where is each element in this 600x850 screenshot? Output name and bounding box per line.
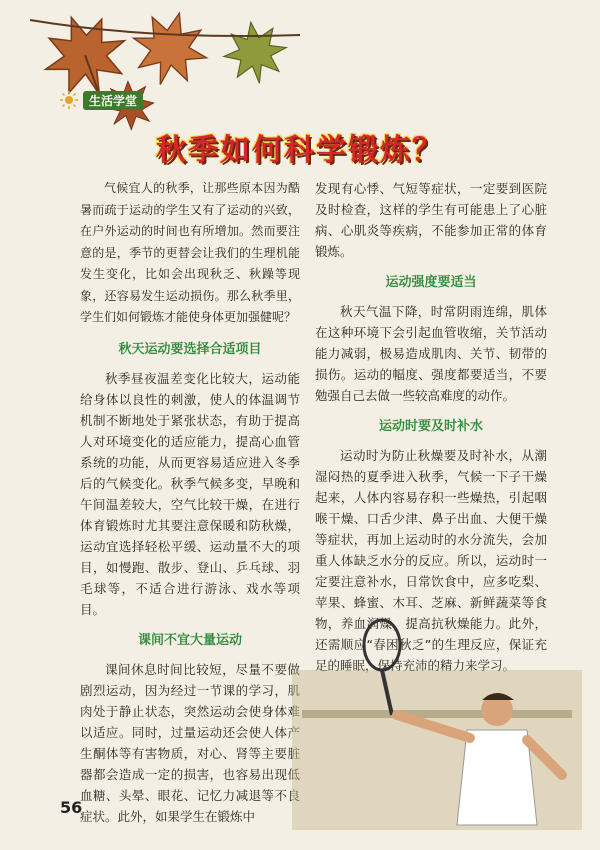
section-heading bbox=[315, 272, 547, 293]
section-heading-text: 课间不宜大量运动 bbox=[137, 632, 242, 648]
section-body: 运动时为防止秋燥要及时补水，从潮湿闷热的夏季进入秋季，气候一下子干燥起来，人体内容易存积一些燥热，引起咽喉干燥、口舌少津、鼻子出血、大便干燥等症状，再加上运动时的水分流失，会加重人体缺乏水分的反应。所以，运动时一定要注意补水，日常饮食中，应多吃梨、苹果、蜂蜜、木耳、芝麻、新鲜蔬菜等食物，养血润燥，提高抗秋燥能力。此外，还需顺应“春困秋乏”的生理反应，保证充足的睡眠，保持充沛的精力来学习。 bbox=[315, 448, 547, 673]
section-body: 秋季昼夜温差变化比较大，运动能给身体以良性的刺激，使人的体温调节机制不断地处于紧张状态，有助于提高人对环境变化的适应能力，提高心血管系统的功能，从而更容易适应进入冬季后的气候变化。秋季气候多变，早晚和午间温差较大，空气比较干燥，在进行体育锻炼时尤其要注意保暖和防秋燥，运动宜选择轻松平缓、运动量不大的项目，如慢跑、散步、登山、乒乓球、羽毛球等，不适合进行游泳、戏水等项目。 bbox=[80, 370, 300, 617]
intro-paragraph: 气候宜人的秋季，让那些原本因为酷暑而疏于运动的学生又有了运动的兴致，在户外运动的时间也有所增加。然而要注意的是，季节的更替会让我们的生理机能发生变化，比如会出现秋乏、秋躁等现象，还容易发生运动损伤。那么秋季里，学生们如何锻炼才能使身体更加强健呢？ bbox=[80, 181, 300, 324]
section-heading bbox=[80, 630, 300, 651]
section-body: 课间休息时间比较短，尽量不要做剧烈运动，因为经过一节课的学习，肌肉处于静止状态，突然运动会使身体难以适应。同时，过量运动还会使人体产生酮体等有害物质，对心、肾等主要脏器都会造成一定的损害，也容易出现低血糖、头晕、眼花、记忆力减退等不良症状。此外，如果学生在锻炼中 bbox=[80, 661, 300, 824]
section-tag bbox=[60, 90, 143, 110]
section-body-continuation: 发现有心悸、气短等症状，一定要到医院及时检查，这样的学生有可能患上了心脏病、心肌炎等疾病，不能参加正常的体育锻炼。 bbox=[315, 181, 547, 259]
left-column bbox=[80, 178, 300, 833]
maple-leaf-icon bbox=[220, 18, 291, 88]
article-title: 秋季如何科学锻炼？ bbox=[156, 133, 444, 168]
section-label: 生活学堂 bbox=[83, 91, 143, 110]
tennis-player-illustration bbox=[292, 590, 582, 830]
section-heading bbox=[315, 416, 547, 437]
section-body: 秋天气温下降，时常阴雨连绵，肌体在这种环境下会引起血管收缩，关节活动能力减弱，极易造成肌肉、关节、韧带的损伤。运动的幅度、强度都要适当，不要勉强自己去做一些较高难度的动作。 bbox=[315, 304, 547, 403]
section-heading-text: 运动强度要适当 bbox=[385, 275, 477, 290]
section-heading-text: 秋天运动要选择合适项目 bbox=[118, 341, 262, 357]
section-heading-text: 运动时要及时补水 bbox=[378, 419, 483, 434]
sun-icon bbox=[60, 91, 78, 109]
page-number: 56 bbox=[60, 798, 83, 817]
section-heading bbox=[80, 339, 300, 360]
maple-leaf-icon bbox=[124, 3, 216, 94]
